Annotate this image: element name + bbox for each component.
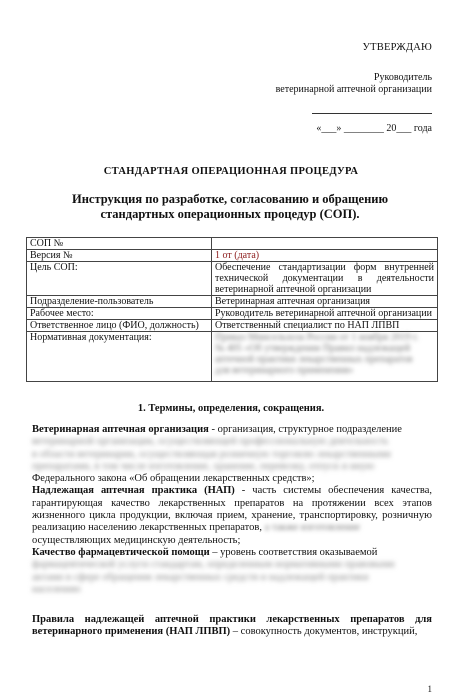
redacted-line: № 405 «Об утверждении Правил надлежащей [215,343,411,354]
table-cell-value: Ответственный специалист по НАП ЛПВП [212,320,438,332]
redacted-fragment: а также изготовление [261,522,361,534]
term-definition: – совокупность документов, инструкций, [230,626,418,638]
term-definition: – уровень соответствия оказываемой [209,546,378,558]
table-row [27,262,438,296]
approval-position: Руководитель [373,72,432,83]
table-cell-value: Ветеринарная аптечная организация [212,296,438,308]
approval-organization: ветеринарной аптечной организации [275,84,432,95]
sop-heading: СТАНДАРТНАЯ ОПЕРАЦИОННАЯ ПРОЦЕДУРА [103,166,359,177]
redacted-line: аптечной практики лекарственных препаратов [215,354,413,365]
table-cell-label: Рабочее место: [27,308,212,320]
table-row [27,238,438,250]
term-name: Качество фармацевтической помощи [32,546,210,558]
table-row [27,332,438,382]
table-row [27,250,438,262]
redacted-line: препаратами, в том числе изготовление, хранение, перевозку, отпуск и иную [32,460,375,472]
term-definition: - часть системы обеспечения качества, гарантирующая качество лекарственных препаратов на протяжении всех этапов жизненного цикла продукции, включая прием, хранение, транспортировку, розничную реализацию населению лекарственных препаратов, [32,485,432,534]
term-definition-end: Федерального закона «Об обращении лекарственных средств»; [32,473,315,485]
table-cell-label: Цель СОП: [27,262,212,296]
term-paragraph [32,614,432,639]
term-name: Правила надлежащей аптечной практики лекарственных препаратов для ветеринарного применения (НАП ЛПВП) [32,614,432,638]
table-row [27,308,438,320]
term-paragraph [32,485,432,534]
term-paragraph [32,424,432,436]
document-title: Инструкция по разработке, согласованию и обращению стандартных операционных процедур (СОП). [71,192,389,221]
term-name: Ветеринарная аптечная организация [32,424,209,435]
table-cell-value-redacted [212,332,438,382]
table-cell-value: 1 от (дата) [212,250,438,262]
signature-line [312,113,432,114]
redacted-line: ветеринарной организации, осуществляющей профессиональную деятельность [32,436,389,448]
term-definition: - организация, структурное подразделение [208,424,402,435]
term-paragraph [32,547,432,559]
table-cell-label: Подразделение-пользователь [27,296,212,308]
terms-block [32,424,432,596]
redacted-line: актами в сфере обращения лекарственных средств и надлежащей практики [32,571,369,583]
redacted-line: для ветеринарного применения» [215,365,354,376]
approval-date: «___» ________ 20___ года [316,123,432,134]
table-cell-label: Версия № [27,250,212,262]
page-number: 1 [427,684,432,694]
term-definition-end: осуществляющих медицинскую деятельность; [32,534,241,546]
term-name: Надлежащая аптечная практика (НАП) [32,485,235,497]
table-cell-label: Ответственное лицо (ФИО, должность) [27,320,212,332]
redacted-line: Приказ Минсельхоза России от 1 ноября 2019 г. [215,332,419,343]
redacted-line: фармацевтической услуги стандартам, определенным нормативными правовыми [32,559,395,571]
sop-info-table [26,237,438,382]
approval-title: УТВЕРЖДАЮ [362,42,432,53]
table-row [27,320,438,332]
table-cell-value [212,238,438,250]
table-cell-label: СОП № [27,238,212,250]
redacted-line: в области ветеринарии, осуществляющая розничную торговлю лекарственными [32,448,391,460]
table-cell-value: Обеспечение стандартизации форм внутренней технической документации в деятельности ветеринарной аптечной организации [212,262,438,296]
table-row [27,296,438,308]
section-heading: 1. Термины, определения, сокращения. [137,403,325,414]
redacted-line: населению [32,583,81,595]
table-cell-value: Руководитель ветеринарной аптечной организации [212,308,438,320]
table-cell-label: Нормативная документация: [27,332,212,382]
